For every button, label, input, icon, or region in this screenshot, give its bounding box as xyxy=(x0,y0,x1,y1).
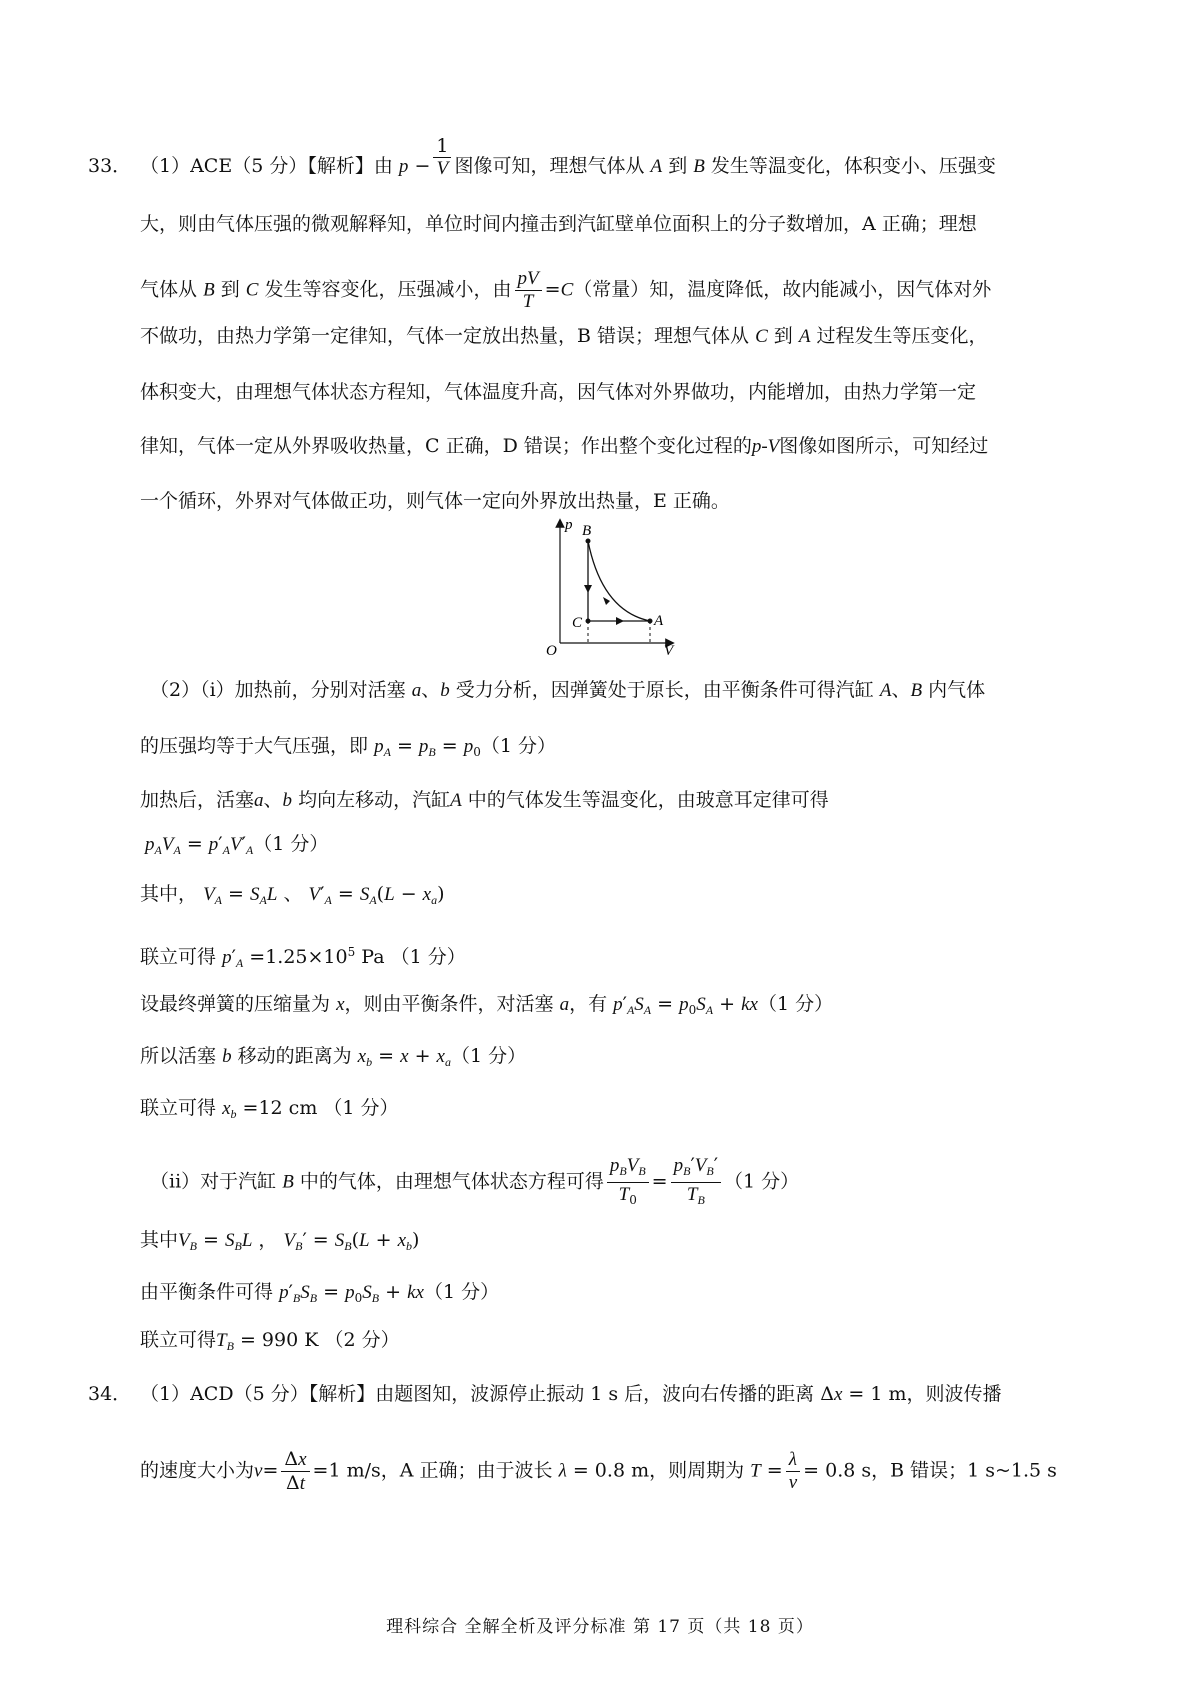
p-label: p xyxy=(565,517,573,533)
text: 中的气体，由理想气体状态方程可得 xyxy=(299,1170,604,1193)
q33-p2-line-1: （2）（i）加热前，分别对活塞 a、b 受力分析，因弹簧处于原长，由平衡条件可得汽缸 A、B 内气体 xyxy=(150,679,986,701)
text: 到 xyxy=(220,278,240,301)
page-footer: 理科综合 全解全析及评分标准 第 17 页（共 18 页） xyxy=(386,1617,814,1637)
text: ，则波传播 xyxy=(906,1383,1002,1405)
q33-line-7: 一个循环，外界对气体做正功，则气体一定向外界放出热量，E 正确。 xyxy=(140,490,730,512)
text: 发生等容变化，压强减小，由 xyxy=(264,278,512,301)
text: ，有 xyxy=(569,993,608,1015)
q33-line-3: 气体从 B 到 C 发生等容变化，压强减小，由 $\frac{pV}{T}$ =C（常量）知，温度降低，故内能减小，因气体对外 xyxy=(140,268,992,312)
text: 到 xyxy=(773,325,793,347)
text: （1 分） xyxy=(390,946,466,968)
text: （2）（i）加热前，分别对活塞 xyxy=(150,679,406,701)
text: 发生等温变化，体积变小、压强变 xyxy=(710,155,996,177)
text: （常量）知，温度降低，故内能减小，因气体对外 xyxy=(573,278,992,301)
q33-p2-line-2: 的压强均等于大气压强，即 $p_A = p_B = p_0(1$ 分） xyxy=(140,735,557,759)
ab-curve xyxy=(588,541,650,621)
q33-line-5: 体积变大，由理想气体状态方程知，气体温度升高，因气体对外界做功，内能增加，由热力学第一定 xyxy=(140,381,977,403)
q33-p2-line-9: 联立可得 $x_b =12$ cm （1 分） xyxy=(140,1097,399,1121)
text: （1 分） xyxy=(253,833,329,855)
text: ，B 错误；1 s~1.5 s xyxy=(871,1459,1057,1482)
text: 移动的距离为 xyxy=(237,1045,352,1067)
text: 受力分析，因弹簧处于原长，由平衡条件可得汽缸 xyxy=(455,679,874,701)
q33-line-1: （1）ACE（5 分）【解析】由 p − $\frac{1}{V}$ 图像可知，理想气体从 A 到 B 发生等温变化，体积变小、压强变 xyxy=(140,134,996,179)
pv-diagram xyxy=(540,515,680,655)
text: （1 分） xyxy=(724,1170,800,1193)
text: （1 分） xyxy=(450,1045,527,1067)
q33-p2-line-4: $p_AV_A = p'_AV'_A(1$ 分） xyxy=(145,833,329,857)
text: （2 分） xyxy=(324,1329,400,1351)
text: （1 分） xyxy=(758,993,834,1015)
question-number-34: 34． xyxy=(88,1383,132,1405)
text: 联立可得 xyxy=(140,946,217,968)
text: （1 分） xyxy=(323,1097,399,1119)
text: 中的气体发生等温变化，由玻意耳定律可得 xyxy=(467,789,829,811)
text: 联立可得 xyxy=(140,1097,217,1119)
text: 的速度大小为 xyxy=(140,1459,255,1482)
text: 气体从 xyxy=(140,278,198,301)
text: （1 分） xyxy=(480,735,557,757)
text: 其中 xyxy=(140,1229,179,1251)
question-number-33: 33． xyxy=(88,155,132,177)
frac-numerator: 1 xyxy=(433,135,451,158)
text: 内气体 xyxy=(928,679,986,701)
q33-p2-line-11: 其中$V_B = S_BL$ ， $V_B' = S_B(L + x_b)$ xyxy=(140,1229,420,1253)
v-label: V xyxy=(664,643,674,655)
text: 设最终弹簧的压缩量为 xyxy=(140,993,331,1015)
text: 联立可得 xyxy=(140,1329,217,1351)
text: 均向左移动，汽缸 xyxy=(298,789,451,811)
q33-p2-line-10: （ii）对于汽缸 B 中的气体，由理想气体状态方程可得 $\frac{p_BV_B}{T_0}$ = $\frac{p_B'V_B'}{T_B}$ （1 分） xyxy=(150,1154,800,1207)
text: （1 分） xyxy=(423,1281,500,1303)
text: ，则周期为 xyxy=(649,1459,745,1482)
text: ，A 正确；由于波长 xyxy=(380,1459,553,1482)
c-label: C xyxy=(572,615,583,631)
text: （1）ACD（5 分）【解析】由题图知，波源停止振动 1 s 后，波向右传播的距离 xyxy=(140,1383,815,1405)
text: 律知，气体一定从外界吸收热量，C 正确，D 错误；作出整个变化过程的 xyxy=(140,435,752,457)
q33-p2-line-3: 加热后，活塞a、b 均向左移动，汽缸A 中的气体发生等温变化，由玻意耳定律可得 xyxy=(140,789,829,811)
q33-p2-line-8: 所以活塞 b 移动的距离为 $x_b = x + x_a(1$ 分） xyxy=(140,1045,527,1069)
text: （1）ACE（5 分）【解析】由 xyxy=(140,155,393,177)
a-label: A xyxy=(654,613,664,629)
frac-denominator: V xyxy=(436,157,449,179)
q33-line-2: 大，则由气体压强的微观解释知，单位时间内撞击到汽缸壁单位面积上的分子数增加，A 正确；理想 xyxy=(140,213,977,235)
text: 的压强均等于大气压强，即 xyxy=(140,735,369,757)
text: 其中， xyxy=(140,883,198,905)
text: 加热后，活塞 xyxy=(140,789,255,811)
pv-term: p-V xyxy=(751,436,780,457)
q33-p2-line-13: 联立可得$T_B = 990$ K （2 分） xyxy=(140,1329,400,1353)
text: ，则由平衡条件，对活塞 xyxy=(344,993,554,1015)
o-label: O xyxy=(546,643,557,655)
text: （ii）对于汽缸 xyxy=(150,1170,277,1193)
q33-p2-line-6: 联立可得 $p'_A =1.25\times 10^5$ Pa （1 分） xyxy=(140,945,466,970)
text: 所以活塞 xyxy=(140,1045,217,1067)
q34-line-2: 的速度大小为v= $\frac{\Delta x}{\Delta t}$ =1 m/s，A 正确；由于波长 λ = 0.8 m，则周期为 T = $\frac{\lambda}{v}$ = 0.8 s，B 错误；1 s~1.5 s xyxy=(140,1448,1057,1494)
text: 图像可知，理想气体从 xyxy=(454,155,645,177)
q33-line-4: 不做功，由热力学第一定律知，气体一定放出热量，B 错误；理想气体从 C 到 A 过程发生等压变化， xyxy=(140,325,988,347)
q33-line-6 xyxy=(140,432,988,461)
text: 到 xyxy=(668,155,688,177)
q34-line-1: （1）ACD（5 分）【解析】由题图知，波源停止振动 1 s 后，波向右传播的距离 Δx = 1 m，则波传播 xyxy=(140,1383,1002,1405)
text: 不做功，由热力学第一定律知，气体一定放出热量，B 错误；理想气体从 xyxy=(140,325,750,347)
b-label: B xyxy=(582,523,592,539)
q33-p2-line-12: 由平衡条件可得 $p'_BS_B = p_0S_B + kx(1$ 分） xyxy=(140,1281,500,1305)
q33-p2-line-7: 设最终弹簧的压缩量为 x，则由平衡条件，对活塞 a，有 $p'_AS_A = p_0S_A + kx(1$ 分） xyxy=(140,993,834,1017)
q33-p2-line-5: 其中， $V_A = S_AL$ 、 $V'_A = S_A(L - x_a)$ xyxy=(140,883,445,907)
text: 图像如图所示，可知经过 xyxy=(779,435,989,457)
text: 过程发生等压变化， xyxy=(816,325,988,347)
text: 由平衡条件可得 xyxy=(140,1281,274,1303)
